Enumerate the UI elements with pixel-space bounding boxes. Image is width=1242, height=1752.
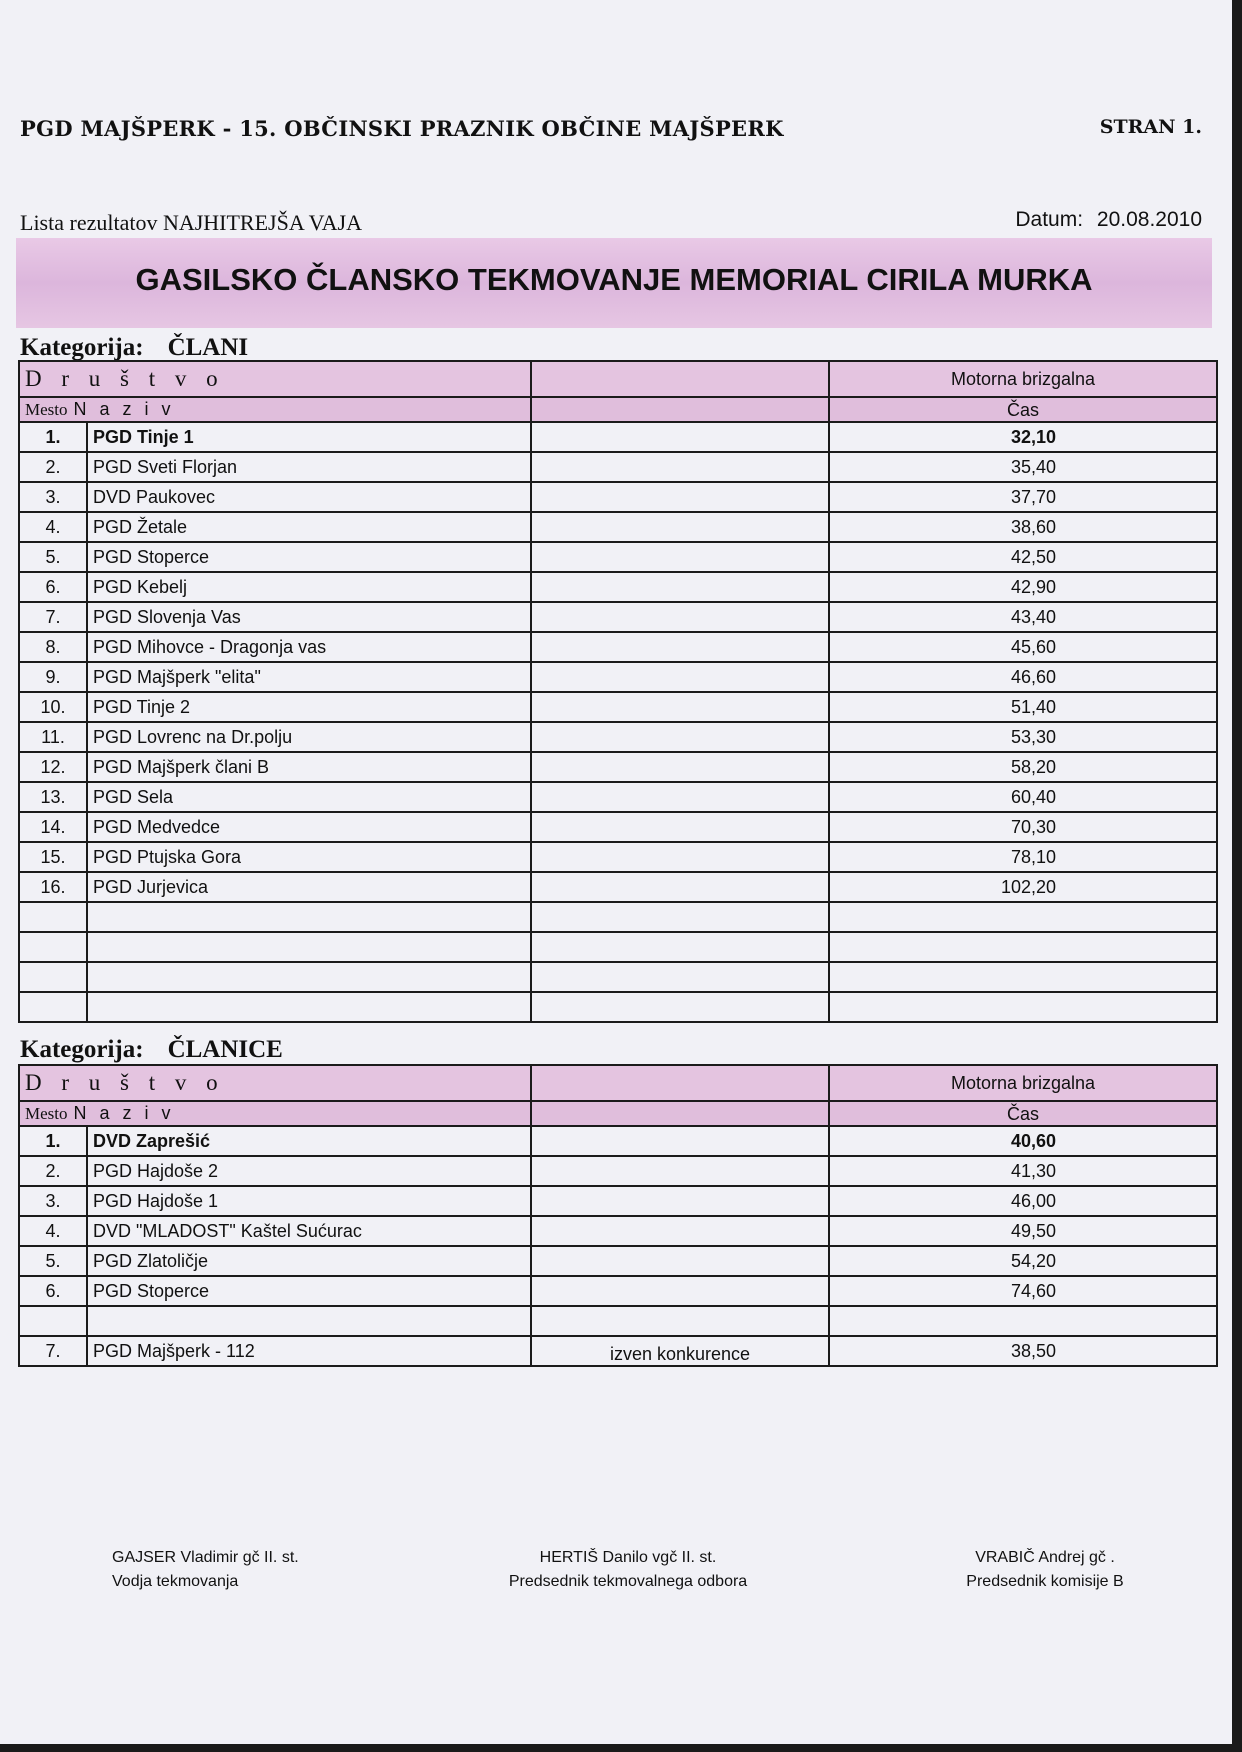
team-cell: PGD Stoperce — [87, 1276, 531, 1306]
scan-edge-bottom — [0, 1744, 1242, 1752]
time-cell: 54,20 — [829, 1246, 1217, 1276]
team-cell — [87, 1306, 531, 1336]
time-cell: 35,40 — [829, 452, 1217, 482]
note-cell: izven konkurence — [531, 1336, 829, 1366]
result-row — [19, 602, 1217, 632]
note-cell — [531, 752, 829, 782]
place-cell: 11. — [19, 722, 87, 752]
cas-header: Čas — [829, 1101, 1217, 1126]
time-cell: 37,70 — [829, 482, 1217, 512]
table-header-row — [19, 1065, 1217, 1101]
time-cell: 78,10 — [829, 842, 1217, 872]
competition-title: GASILSKO ČLANSKO TEKMOVANJE MEMORIAL CIRILA MURKA — [135, 262, 1093, 297]
time-cell — [829, 992, 1217, 1022]
team-cell: PGD Mihovce - Dragonja vas — [87, 632, 531, 662]
team-cell: PGD Sela — [87, 782, 531, 812]
result-row — [19, 1306, 1217, 1336]
time-cell: 51,40 — [829, 692, 1217, 722]
time-cell — [829, 1306, 1217, 1336]
category-name: ČLANICE — [167, 1036, 283, 1063]
note-cell — [531, 602, 829, 632]
note-cell — [531, 1246, 829, 1276]
signature-vrabic — [930, 1546, 1160, 1594]
note-cell — [531, 1306, 829, 1336]
note-cell — [531, 722, 829, 752]
result-row — [19, 1156, 1217, 1186]
place-cell: 1. — [19, 422, 87, 452]
note-cell — [531, 782, 829, 812]
time-cell: 42,90 — [829, 572, 1217, 602]
list-title: Lista rezultatov NAJHITREJŠA VAJA — [20, 210, 363, 235]
page-number: STRAN 1. — [1099, 116, 1202, 138]
note-cell — [531, 812, 829, 842]
time-cell — [829, 932, 1217, 962]
category-label: Kategorija: — [20, 334, 144, 361]
blank-header-cell — [531, 361, 829, 397]
time-cell: 38,60 — [829, 512, 1217, 542]
time-cell: 60,40 — [829, 782, 1217, 812]
result-row — [19, 812, 1217, 842]
team-cell — [87, 962, 531, 992]
result-row — [19, 1276, 1217, 1306]
place-cell — [19, 1306, 87, 1336]
category-label: Kategorija: — [20, 1036, 144, 1063]
time-cell: 102,20 — [829, 872, 1217, 902]
team-cell: PGD Hajdoše 2 — [87, 1156, 531, 1186]
team-cell: PGD Medvedce — [87, 812, 531, 842]
place-cell: 6. — [19, 1276, 87, 1306]
result-row — [19, 1246, 1217, 1276]
table-header-row — [19, 361, 1217, 397]
team-cell — [87, 992, 531, 1022]
scan-edge-right — [1232, 0, 1242, 1752]
result-row — [19, 962, 1217, 992]
signature-gajser — [112, 1546, 299, 1594]
team-cell: PGD Majšperk "elita" — [87, 662, 531, 692]
drustvo-header: D r u š t v o — [19, 1065, 531, 1101]
cas-header: Čas — [829, 397, 1217, 422]
signature-hertis — [478, 1546, 778, 1594]
team-cell: PGD Majšperk člani B — [87, 752, 531, 782]
place-cell: 7. — [19, 602, 87, 632]
result-row — [19, 902, 1217, 932]
place-cell: 13. — [19, 782, 87, 812]
time-cell: 43,40 — [829, 602, 1217, 632]
category-clanice-heading — [20, 1036, 283, 1064]
team-cell: PGD Sveti Florjan — [87, 452, 531, 482]
note-cell — [531, 1126, 829, 1156]
title-banner — [16, 238, 1212, 328]
result-row — [19, 422, 1217, 452]
time-cell: 70,30 — [829, 812, 1217, 842]
result-row — [19, 1216, 1217, 1246]
table-subheader-row — [19, 397, 1217, 422]
results-table-clanice — [18, 1064, 1218, 1367]
result-row — [19, 572, 1217, 602]
team-cell: PGD Tinje 2 — [87, 692, 531, 722]
result-row — [19, 722, 1217, 752]
team-cell: PGD Zlatoličje — [87, 1246, 531, 1276]
place-cell: 9. — [19, 662, 87, 692]
document-header: PGD MAJŠPERK - 15. OBČINSKI PRAZNIK OBČINE MAJŠPERK — [20, 116, 784, 141]
result-row — [19, 932, 1217, 962]
result-row — [19, 692, 1217, 722]
place-cell: 6. — [19, 572, 87, 602]
result-row — [19, 1186, 1217, 1216]
result-row — [19, 662, 1217, 692]
time-cell — [829, 902, 1217, 932]
place-cell: 4. — [19, 512, 87, 542]
place-cell: 2. — [19, 452, 87, 482]
result-row — [19, 1336, 1217, 1366]
time-cell: 53,30 — [829, 722, 1217, 752]
team-cell: PGD Stoperce — [87, 542, 531, 572]
note-cell — [531, 1216, 829, 1246]
blank-subheader-cell — [531, 397, 829, 422]
team-cell: PGD Tinje 1 — [87, 422, 531, 452]
time-cell: 45,60 — [829, 632, 1217, 662]
signature-name: GAJSER Vladimir gč II. st. — [112, 1549, 299, 1566]
place-cell: 7. — [19, 1336, 87, 1366]
category-name: ČLANI — [167, 334, 249, 361]
date-line — [1015, 208, 1202, 232]
place-cell — [19, 932, 87, 962]
signature-role: Predsednik komisije B — [966, 1573, 1124, 1590]
place-cell: 10. — [19, 692, 87, 722]
note-cell — [531, 662, 829, 692]
result-row — [19, 872, 1217, 902]
results-table-clani — [18, 360, 1218, 1023]
place-cell: 2. — [19, 1156, 87, 1186]
place-cell — [19, 962, 87, 992]
note-cell — [531, 1156, 829, 1186]
place-cell: 12. — [19, 752, 87, 782]
place-cell: 4. — [19, 1216, 87, 1246]
drustvo-header: D r u š t v o — [19, 361, 531, 397]
result-row — [19, 452, 1217, 482]
note-cell — [531, 482, 829, 512]
team-cell: PGD Jurjevica — [87, 872, 531, 902]
note-cell — [531, 842, 829, 872]
note-cell — [531, 572, 829, 602]
motorna-header: Motorna brizgalna — [829, 1065, 1217, 1101]
date-label: Datum: — [1015, 208, 1084, 231]
blank-header-cell — [531, 1065, 829, 1101]
note-cell — [531, 1276, 829, 1306]
note-cell — [531, 932, 829, 962]
time-cell: 41,30 — [829, 1156, 1217, 1186]
note-cell — [531, 1186, 829, 1216]
time-cell: 32,10 — [829, 422, 1217, 452]
date-value: 20.08.2010 — [1096, 208, 1202, 231]
category-clani-heading — [20, 334, 248, 362]
signature-name: HERTIŠ Danilo vgč II. st. — [539, 1549, 717, 1566]
team-cell: PGD Žetale — [87, 512, 531, 542]
place-cell — [19, 992, 87, 1022]
result-row — [19, 842, 1217, 872]
time-cell: 46,60 — [829, 662, 1217, 692]
team-cell: PGD Hajdoše 1 — [87, 1186, 531, 1216]
note-cell — [531, 422, 829, 452]
signature-role: Predsednik tekmovalnega odbora — [508, 1573, 748, 1590]
team-cell: DVD Paukovec — [87, 482, 531, 512]
team-cell: PGD Ptujska Gora — [87, 842, 531, 872]
place-cell: 15. — [19, 842, 87, 872]
note-cell — [531, 632, 829, 662]
team-cell: PGD Slovenja Vas — [87, 602, 531, 632]
place-cell: 3. — [19, 482, 87, 512]
result-row — [19, 992, 1217, 1022]
time-cell: 46,00 — [829, 1186, 1217, 1216]
place-cell: 5. — [19, 1246, 87, 1276]
note-cell — [531, 872, 829, 902]
result-row — [19, 782, 1217, 812]
motorna-header: Motorna brizgalna — [829, 361, 1217, 397]
result-row — [19, 542, 1217, 572]
note-cell — [531, 542, 829, 572]
place-cell: 3. — [19, 1186, 87, 1216]
team-cell: PGD Kebelj — [87, 572, 531, 602]
time-cell — [829, 962, 1217, 992]
time-cell: 40,60 — [829, 1126, 1217, 1156]
place-cell: 8. — [19, 632, 87, 662]
note-cell — [531, 512, 829, 542]
result-row — [19, 752, 1217, 782]
team-cell: PGD Lovrenc na Dr.polju — [87, 722, 531, 752]
note-cell — [531, 902, 829, 932]
place-cell: 14. — [19, 812, 87, 842]
place-cell: 1. — [19, 1126, 87, 1156]
time-cell: 74,60 — [829, 1276, 1217, 1306]
table-subheader-row — [19, 1101, 1217, 1126]
signature-role: Vodja tekmovanja — [112, 1573, 239, 1590]
place-cell — [19, 902, 87, 932]
team-cell — [87, 902, 531, 932]
time-cell: 38,50 — [829, 1336, 1217, 1366]
place-cell: 16. — [19, 872, 87, 902]
note-cell — [531, 692, 829, 722]
result-row — [19, 632, 1217, 662]
result-row — [19, 482, 1217, 512]
team-cell — [87, 932, 531, 962]
mesto-naziv-header: Mesto N a z i v — [19, 397, 531, 422]
team-cell: DVD Zaprešić — [87, 1126, 531, 1156]
time-cell: 49,50 — [829, 1216, 1217, 1246]
note-cell — [531, 992, 829, 1022]
note-cell — [531, 962, 829, 992]
time-cell: 42,50 — [829, 542, 1217, 572]
time-cell: 58,20 — [829, 752, 1217, 782]
mesto-naziv-header: Mesto N a z i v — [19, 1101, 531, 1126]
note-cell — [531, 452, 829, 482]
team-cell: PGD Majšperk - 112 — [87, 1336, 531, 1366]
result-row — [19, 512, 1217, 542]
signature-name: VRABIČ Andrej gč . — [975, 1549, 1115, 1566]
place-cell: 5. — [19, 542, 87, 572]
team-cell: DVD "MLADOST" Kaštel Sućurac — [87, 1216, 531, 1246]
result-row — [19, 1126, 1217, 1156]
blank-subheader-cell — [531, 1101, 829, 1126]
